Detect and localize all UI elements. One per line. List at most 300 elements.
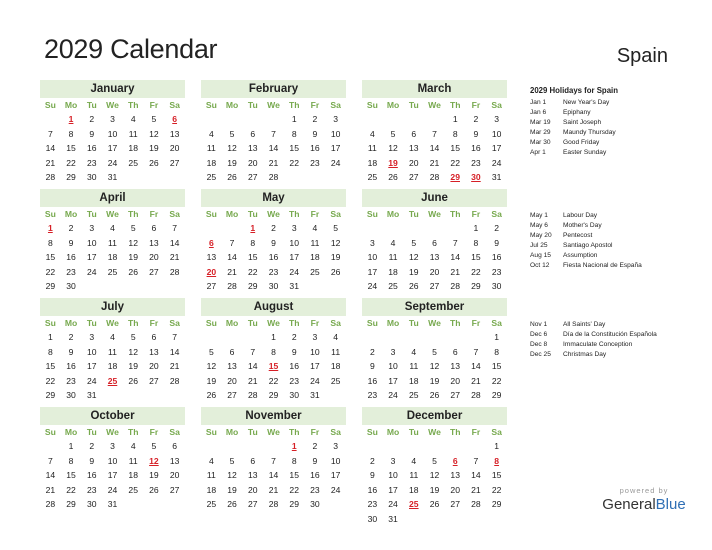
weekday-label: Su — [44, 318, 56, 328]
day-cell — [424, 439, 445, 454]
week-row — [201, 330, 346, 345]
weekday-label: Tu — [247, 100, 258, 110]
weekday-label: We — [106, 100, 119, 110]
holiday-date: Mar 19 — [530, 119, 551, 126]
day-cell: 2 — [68, 332, 74, 342]
weekday-label: We — [428, 100, 441, 110]
holiday-entry — [530, 241, 695, 251]
day-cell: 31 — [310, 390, 320, 400]
day-cell: 30 — [66, 281, 76, 291]
day-cell: 9 — [68, 346, 74, 357]
day-cell: 13 — [206, 252, 217, 262]
holiday-day-cell: 6 — [208, 237, 214, 248]
day-cell — [144, 170, 165, 185]
day-cell: 26 — [330, 266, 341, 277]
month-may — [201, 189, 346, 298]
week-row — [362, 236, 507, 251]
holiday-date: Dec 25 — [530, 351, 551, 358]
weekday-label: Mo — [386, 100, 400, 110]
week-row — [201, 265, 346, 280]
weekday-label: Su — [205, 427, 217, 437]
day-cell: 24 — [87, 266, 97, 277]
week-row — [362, 359, 507, 374]
day-cell: 20 — [169, 470, 180, 480]
day-cell: 22 — [66, 157, 76, 168]
day-cell: 9 — [68, 237, 74, 248]
weekday-label: Tu — [408, 318, 419, 328]
day-cell: 18 — [409, 375, 419, 386]
day-cell: 23 — [87, 484, 97, 495]
weekday-label: Sa — [491, 209, 502, 219]
weekday-label: Mo — [225, 209, 239, 219]
day-cell: 25 — [206, 172, 217, 182]
day-cell: 28 — [268, 499, 279, 509]
day-cell: 2 — [291, 332, 297, 342]
weekday-header-row — [40, 98, 185, 112]
day-cell: 17 — [87, 361, 97, 371]
day-cell: 1 — [271, 332, 276, 342]
day-cell: 30 — [491, 281, 502, 291]
day-cell: 8 — [494, 346, 500, 357]
day-cell: 5 — [390, 128, 396, 139]
day-cell: 10 — [388, 361, 398, 371]
day-cell: 18 — [206, 484, 217, 495]
day-cell: 10 — [107, 455, 118, 466]
week-row — [362, 483, 507, 498]
day-cell: 30 — [87, 499, 97, 509]
weekday-label: Fr — [471, 100, 481, 110]
day-cell — [40, 112, 61, 127]
week-row — [40, 250, 185, 265]
day-cell: 25 — [388, 281, 398, 291]
day-cell: 9 — [291, 346, 297, 357]
day-cell: 15 — [45, 361, 56, 371]
day-cell: 29 — [268, 390, 279, 400]
day-cell: 21 — [248, 375, 258, 386]
day-cell: 22 — [45, 266, 56, 277]
day-cell: 17 — [491, 143, 502, 153]
day-cell — [383, 221, 404, 236]
month-march — [362, 80, 507, 189]
day-cell: 11 — [388, 252, 398, 262]
week-row — [201, 439, 346, 454]
day-cell: 22 — [248, 266, 258, 277]
day-cell — [102, 279, 123, 294]
weekday-label: Su — [366, 100, 378, 110]
day-cell — [123, 497, 144, 512]
weekday-label: We — [428, 318, 441, 328]
day-cell: 3 — [89, 223, 95, 233]
weekday-label: Th — [449, 209, 461, 219]
day-cell — [164, 170, 185, 185]
weekday-label: Mo — [225, 427, 239, 437]
week-row — [362, 330, 507, 345]
day-cell: 4 — [312, 223, 318, 233]
day-cell: 21 — [45, 157, 56, 168]
weekday-label: Tu — [86, 427, 97, 437]
day-cell: 26 — [149, 484, 159, 495]
week-row — [362, 221, 507, 236]
holiday-date: Apr 1 — [530, 149, 546, 156]
week-row — [40, 112, 185, 127]
day-cell: 2 — [494, 223, 500, 233]
day-cell — [466, 512, 487, 527]
holiday-name: Good Friday — [563, 139, 600, 146]
day-cell: 16 — [87, 470, 97, 480]
day-cell: 14 — [268, 143, 279, 153]
holiday-name: Fiesta Nacional de España — [563, 262, 642, 269]
day-cell: 9 — [369, 470, 375, 480]
weekday-label: Sa — [330, 318, 341, 328]
day-cell: 20 — [248, 157, 258, 168]
weekday-label: We — [428, 427, 441, 437]
day-cell: 20 — [169, 143, 180, 153]
day-cell: 23 — [87, 157, 97, 168]
day-cell — [201, 439, 222, 454]
week-row — [201, 345, 346, 360]
day-cell: 18 — [107, 252, 118, 262]
holiday-name: Easter Sunday — [563, 149, 607, 156]
day-cell — [486, 512, 507, 527]
weekday-label: Su — [205, 100, 217, 110]
holidays-title: 2029 Holidays for Spain — [530, 86, 618, 95]
day-cell — [222, 439, 243, 454]
day-cell: 12 — [429, 361, 440, 371]
day-cell: 21 — [450, 266, 460, 277]
weekday-label: Tu — [247, 427, 258, 437]
day-cell: 16 — [471, 143, 481, 153]
day-cell: 6 — [250, 128, 256, 139]
month-header: August — [201, 298, 346, 316]
holiday-name: Epiphany — [563, 109, 591, 116]
day-cell: 10 — [388, 470, 398, 480]
day-cell: 19 — [128, 361, 138, 371]
day-cell — [284, 170, 305, 185]
day-cell: 15 — [45, 252, 56, 262]
weekday-label: Tu — [86, 100, 97, 110]
weekday-header-row — [362, 98, 507, 112]
holiday-entry — [530, 128, 695, 138]
day-cell: 28 — [248, 390, 258, 400]
day-cell: 21 — [429, 157, 440, 168]
weekday-label: Sa — [169, 100, 180, 110]
day-cell: 16 — [289, 361, 299, 371]
weekday-header-row — [362, 207, 507, 221]
day-cell: 27 — [169, 157, 180, 168]
week-row — [201, 141, 346, 156]
day-cell: 18 — [330, 361, 341, 371]
day-cell: 13 — [248, 470, 258, 480]
holiday-date: Dec 8 — [530, 341, 548, 348]
holiday-date: May 6 — [530, 222, 548, 229]
day-cell: 10 — [330, 128, 341, 139]
day-cell — [424, 512, 445, 527]
weekday-label: Th — [288, 427, 300, 437]
week-row — [201, 127, 346, 142]
day-cell: 3 — [291, 223, 297, 233]
day-cell: 19 — [227, 157, 237, 168]
day-cell — [123, 170, 144, 185]
day-cell: 13 — [149, 237, 159, 248]
day-cell: 4 — [411, 455, 417, 466]
day-cell: 22 — [491, 484, 502, 495]
weekday-label: Th — [127, 209, 139, 219]
week-row — [201, 374, 346, 389]
weekday-label: Mo — [64, 427, 78, 437]
month-august — [201, 298, 346, 407]
weekday-label: Tu — [408, 209, 419, 219]
day-cell: 25 — [107, 266, 118, 277]
week-row — [40, 345, 185, 360]
day-cell: 3 — [312, 332, 318, 342]
day-cell: 29 — [45, 390, 56, 400]
day-cell: 1 — [291, 114, 297, 124]
day-cell: 24 — [87, 375, 97, 386]
weekday-header-row — [40, 316, 185, 330]
day-cell: 16 — [491, 252, 502, 262]
week-row — [201, 156, 346, 171]
day-cell: 3 — [369, 237, 375, 248]
day-cell: 25 — [310, 266, 320, 277]
day-cell: 5 — [208, 346, 214, 357]
day-cell: 30 — [310, 499, 320, 509]
day-cell: 14 — [169, 237, 180, 248]
day-cell: 15 — [450, 143, 460, 153]
day-cell: 5 — [151, 114, 157, 124]
day-cell: 9 — [312, 455, 318, 466]
day-cell: 11 — [128, 128, 138, 139]
weekday-label: Tu — [247, 209, 258, 219]
day-cell: 14 — [268, 470, 279, 480]
day-cell: 14 — [169, 346, 180, 357]
day-cell: 30 — [289, 390, 299, 400]
day-cell — [123, 279, 144, 294]
holiday-date: May 20 — [530, 232, 552, 239]
day-cell: 9 — [369, 361, 375, 371]
week-row — [40, 374, 185, 389]
holiday-day-cell: 8 — [494, 455, 500, 466]
holiday-name: Immaculate Conception — [563, 341, 633, 348]
month-grid — [40, 80, 525, 524]
day-cell: 23 — [289, 375, 299, 386]
week-row — [362, 170, 507, 185]
week-row — [40, 141, 185, 156]
weekday-label: Fr — [149, 318, 159, 328]
month-july — [40, 298, 185, 407]
day-cell: 23 — [66, 266, 76, 277]
day-cell: 14 — [450, 252, 460, 262]
weekday-label: Th — [127, 427, 139, 437]
day-cell: 31 — [388, 513, 398, 524]
day-cell — [445, 330, 466, 345]
day-cell: 27 — [248, 172, 258, 182]
weekday-header-row — [362, 316, 507, 330]
day-cell: 5 — [411, 237, 417, 248]
day-cell: 28 — [45, 172, 56, 182]
day-cell: 21 — [471, 484, 481, 495]
weekday-label: Sa — [169, 318, 180, 328]
day-cell: 20 — [429, 266, 440, 277]
day-cell — [445, 221, 466, 236]
weekday-label: Th — [449, 100, 461, 110]
week-row — [40, 454, 185, 469]
day-cell — [445, 512, 466, 527]
month-february — [201, 80, 346, 189]
week-row — [362, 468, 507, 483]
day-cell: 8 — [68, 128, 74, 139]
day-cell: 22 — [491, 375, 502, 386]
holiday-date: Jul 25 — [530, 242, 548, 249]
day-cell: 18 — [206, 157, 217, 168]
month-october — [40, 407, 185, 516]
brand-logo — [588, 486, 700, 513]
weekday-label: Mo — [64, 100, 78, 110]
month-september — [362, 298, 507, 407]
day-cell — [403, 439, 424, 454]
holiday-day-cell: 6 — [172, 114, 178, 124]
day-cell: 9 — [312, 128, 318, 139]
weekday-label: Tu — [247, 318, 258, 328]
day-cell: 7 — [473, 455, 479, 466]
day-cell: 26 — [128, 266, 138, 277]
day-cell: 23 — [367, 390, 378, 400]
day-cell: 20 — [409, 157, 419, 168]
day-cell: 10 — [367, 252, 378, 262]
day-cell: 14 — [45, 470, 56, 480]
day-cell: 27 — [450, 390, 460, 400]
weekday-label: Th — [449, 427, 461, 437]
day-cell: 25 — [330, 375, 341, 386]
weekday-label: Su — [205, 209, 217, 219]
day-cell: 12 — [388, 143, 398, 153]
day-cell: 28 — [429, 172, 440, 182]
weekday-header-row — [40, 207, 185, 221]
week-row — [40, 388, 185, 403]
day-cell — [362, 330, 383, 345]
holiday-day-cell: 20 — [206, 266, 217, 277]
day-cell: 3 — [89, 332, 95, 342]
day-cell: 29 — [491, 390, 502, 400]
holiday-group — [530, 211, 695, 271]
day-cell: 15 — [471, 252, 481, 262]
weekday-label: Mo — [386, 427, 400, 437]
weekday-label: We — [428, 209, 441, 219]
week-row — [40, 330, 185, 345]
weekday-label: We — [267, 427, 280, 437]
day-cell: 30 — [66, 390, 76, 400]
holiday-name: Labour Day — [563, 212, 598, 219]
day-cell: 9 — [271, 237, 276, 248]
holiday-date: Nov 1 — [530, 321, 548, 328]
day-cell: 18 — [128, 143, 138, 153]
day-cell: 12 — [149, 128, 159, 139]
day-cell: 21 — [268, 157, 279, 168]
week-row — [40, 483, 185, 498]
day-cell — [362, 439, 383, 454]
day-cell — [222, 112, 243, 127]
day-cell: 10 — [107, 128, 118, 139]
weekday-label: Th — [288, 100, 300, 110]
day-cell: 21 — [45, 484, 56, 495]
day-cell: 21 — [169, 252, 180, 262]
week-row — [362, 265, 507, 280]
holiday-entry — [530, 211, 695, 221]
week-row — [40, 497, 185, 512]
holiday-name: Mother's Day — [563, 222, 602, 229]
day-cell: 20 — [149, 361, 159, 371]
day-cell: 27 — [149, 266, 159, 277]
week-row — [362, 388, 507, 403]
weekday-label: We — [106, 318, 119, 328]
day-cell: 7 — [172, 332, 178, 342]
month-december — [362, 407, 507, 524]
day-cell: 18 — [310, 252, 320, 262]
holiday-entry — [530, 148, 695, 158]
day-cell: 29 — [66, 172, 76, 182]
holiday-entry — [530, 320, 695, 330]
day-cell: 19 — [149, 143, 159, 153]
day-cell: 8 — [250, 237, 256, 248]
weekday-label: Th — [127, 100, 139, 110]
holiday-name: Saint Joseph — [563, 119, 602, 126]
day-cell: 19 — [149, 470, 159, 480]
day-cell: 29 — [289, 499, 299, 509]
day-cell: 26 — [206, 390, 217, 400]
day-cell: 10 — [330, 455, 341, 466]
day-cell: 13 — [169, 128, 180, 139]
day-cell: 8 — [68, 455, 74, 466]
week-row — [201, 221, 346, 236]
day-cell: 12 — [206, 361, 217, 371]
week-row — [201, 279, 346, 294]
holiday-name: Maundy Thursday — [563, 129, 616, 136]
day-cell — [263, 439, 284, 454]
day-cell: 4 — [110, 332, 115, 342]
day-cell: 27 — [409, 172, 419, 182]
holiday-date: Mar 29 — [530, 129, 551, 136]
holiday-date: Jan 1 — [530, 99, 547, 106]
day-cell: 2 — [68, 223, 74, 233]
day-cell — [123, 388, 144, 403]
day-cell: 31 — [107, 499, 118, 509]
day-cell: 23 — [471, 157, 481, 168]
weekday-label: Mo — [225, 100, 239, 110]
day-cell: 19 — [330, 252, 341, 262]
weekday-header-row — [201, 425, 346, 439]
day-cell: 16 — [66, 252, 76, 262]
day-cell: 23 — [491, 266, 502, 277]
day-cell: 27 — [429, 281, 440, 291]
weekday-header-row — [362, 425, 507, 439]
day-cell: 11 — [331, 346, 341, 357]
day-cell: 24 — [388, 390, 398, 400]
weekday-label: Th — [288, 209, 300, 219]
day-cell: 1 — [452, 114, 458, 124]
holiday-name: New Year's Day — [563, 99, 610, 106]
weekday-label: We — [267, 209, 280, 219]
day-cell: 5 — [432, 346, 437, 357]
day-cell: 1 — [47, 332, 53, 342]
day-cell: 7 — [473, 346, 479, 357]
day-cell: 18 — [107, 361, 118, 371]
day-cell: 30 — [87, 172, 97, 182]
holiday-entry — [530, 330, 695, 340]
month-header: January — [40, 80, 185, 98]
day-cell: 2 — [271, 223, 276, 233]
day-cell: 19 — [429, 484, 440, 495]
day-cell: 11 — [108, 237, 117, 248]
weekday-label: Tu — [86, 318, 97, 328]
